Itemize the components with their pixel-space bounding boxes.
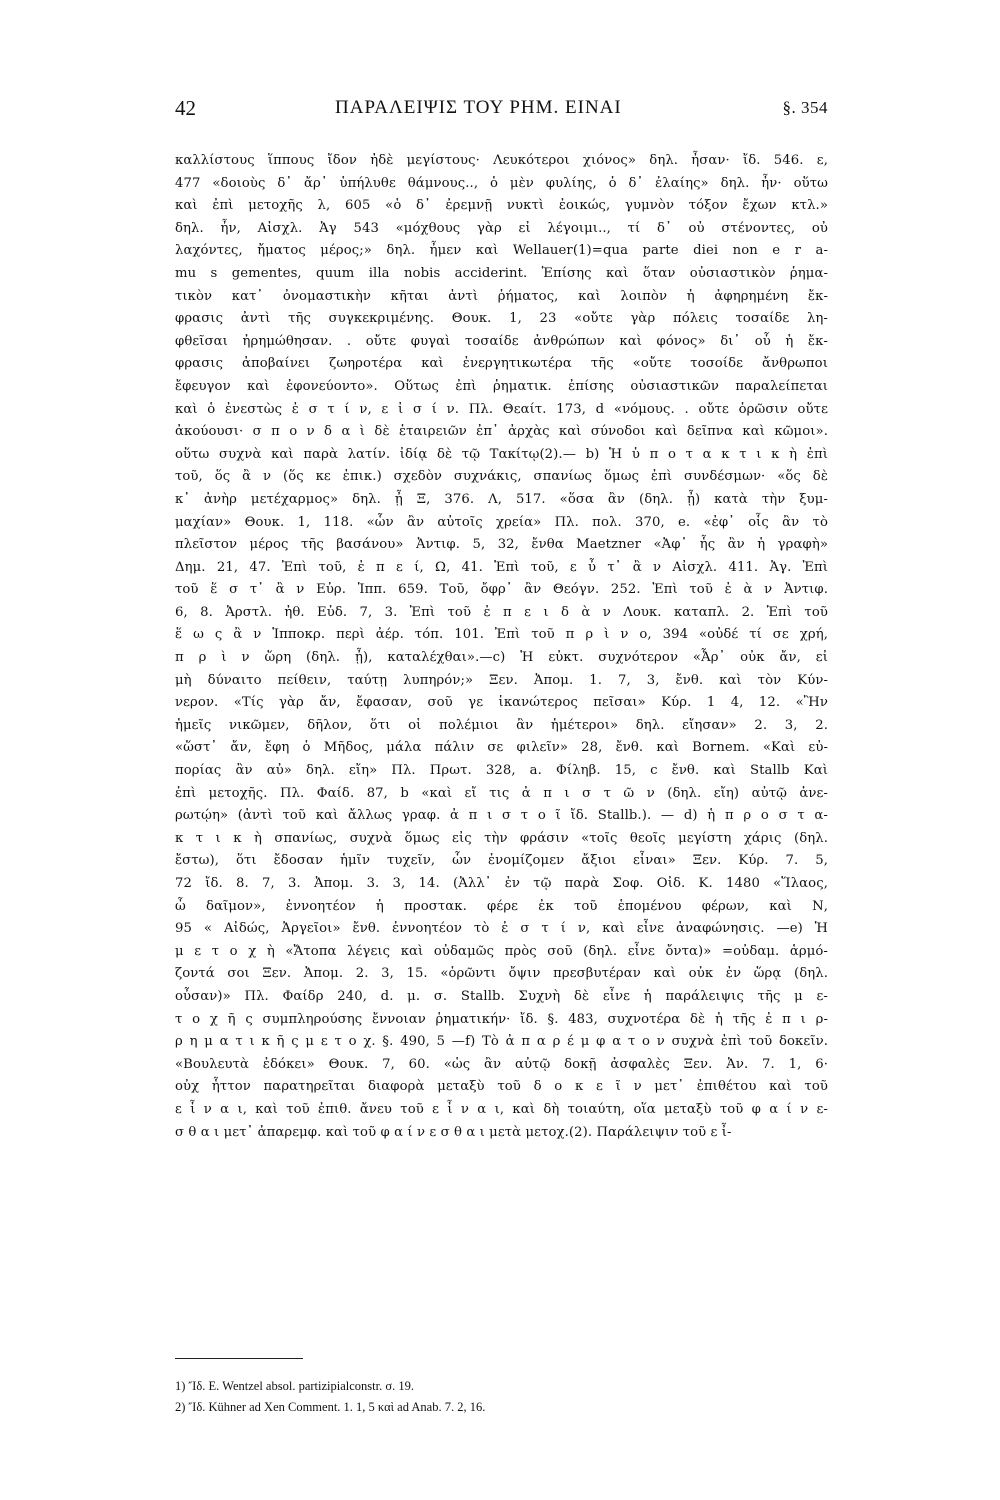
text-line: 477 «δοιοὺς δ᾽ ἄρ᾽ ὑπήλυθε θάμνους.., ὁ μὲν φυλίης, ὁ δ᾽ ἐλαίης» δηλ. ἦν· οὕτω (175, 175, 828, 191)
text-line: φρασις ἀντὶ τῆς συγκεκριμένης. Θουκ. 1, 23 «οὔτε γὰρ πόλεις τοσαίδε λη- (175, 311, 828, 327)
page-number: 42 (175, 96, 196, 120)
text-line: καὶ ὁ ἐνεστὼς ἐ σ τ ί ν, ε ἰ σ ί ν. Πλ. Θεαίτ. 173, d «νόμους. . οὔτε ὁρῶσιν οὔτε (175, 401, 828, 417)
text-line: δηλ. ἦν, Αἰσχλ. Ἀγ 543 «μόχθους γὰρ εἰ λέγοιμι.., τί δ᾽ οὐ στένοντες, οὐ (175, 220, 828, 236)
text-line: 6, 8. Ἀρστλ. ἠθ. Εὐδ. 7, 3. Ἐπὶ τοῦ ἐ π ε ι δ ὰ ν Λουκ. καταπλ. 2. Ἐπὶ τοῦ (175, 604, 828, 620)
text-line: ε ἶ ν α ι, καὶ τοῦ ἐπιθ. ἄνευ τοῦ ε ἶ ν α ι, καὶ δὴ τοιαύτη, οἵα μεταξὺ τοῦ φ α ί ν ε- (175, 1101, 828, 1117)
text-line: ὦ δαῖμον», ἐννοητέον ἡ προστακ. φέρε ἐκ τοῦ ἑπομένου φέρων, καὶ Ν, (175, 898, 828, 914)
text-line: φθεῖσαι ἠρημώθησαν. . οὔτε φυγαὶ τοσαίδε ἀνθρώπων καὶ φόνος» δι᾽ οὗ ἡ ἔκ- (175, 333, 828, 349)
text-line: φρασις ἀποβαίνει ζωηροτέρα καὶ ἐνεργητικωτέρα τῆς «οὔτε τοσοίδε ἄνθρωποι (175, 356, 828, 372)
text-line: τοῦ, ὅς ἂ ν (ὅς κε ἐπικ.) σχεδὸν συχνάκις, σπανίως ὅμως ἐπὶ συνδέσμων· «ὅς δὲ (175, 469, 828, 485)
text-line: νερον. «Τίς γὰρ ἄν, ἔφασαν, σοῦ γε ἱκανώτερος πεῖσαι» Κύρ. 1 4, 12. «Ἢν (175, 695, 828, 711)
text-line: κ᾽ ἀνὴρ μετέχαρμος» δηλ. ᾖ Ξ, 376. Λ, 517. «ὅσα ἂν (δηλ. ᾖ) κατὰ τὴν ξυμ- (175, 491, 828, 507)
running-head (175, 96, 828, 130)
text-line: mu s gementes, quum illa nobis acciderint. Ἐπίσης καὶ ὅταν οὐσιαστικὸν ῥημα- (175, 265, 828, 281)
text-line: ρ η μ α τ ι κ ῆ ς μ ε τ ο χ. §. 490, 5 —f) Τὸ ἀ π α ρ έ μ φ α τ ο ν συχνὰ ἐπὶ τοῦ δοκεῖν. (175, 1034, 828, 1050)
text-line: οὖσαν)» Πλ. Φαίδρ 240, d. μ. σ. Stallb. Συχνὴ δὲ εἶνε ἡ παράλειψις τῆς μ ε- (175, 988, 828, 1004)
text-line: τ ο χ ῆ ς συμπληρούσης ἔννοιαν ῥηματικήν· ἴδ. §. 483, συχνοτέρα δὲ ἡ τῆς ἐ π ι ρ- (175, 1011, 828, 1027)
text-line: κ τ ι κ ὴ σπανίως, συχνὰ ὅμως εἰς τὴν φράσιν «τοῖς θεοῖς μεγίστη χάρις (δηλ. (175, 830, 828, 846)
running-title: ΠΑΡΑΛΕΙΨΙΣ ΤΟΥ ΡΗΜ. ΕΙΝΑΙ (335, 97, 622, 118)
footnotes (175, 1376, 828, 1418)
text-line: 72 ἴδ. 8. 7, 3. Ἀπομ. 3. 3, 14. (Ἀλλ᾽ ἐν τῷ παρὰ Σοφ. Οἰδ. Κ. 1480 «Ἵλαος, (175, 876, 828, 891)
text-line: λαχόντες, ἤματος μέρος;» δηλ. ἦμεν καὶ Wellauer(1)=qua parte diei non e r a- (175, 243, 828, 259)
text-line: μαχίαν» Θουκ. 1, 118. «ὧν ἂν αὐτοῖς χρεία» Πλ. πολ. 370, e. «ἐφ᾽ οἷς ἂν τὸ (175, 514, 828, 530)
text-line: ἔφευγον καὶ ἐφονεύοντο». Οὕτως ἐπὶ ῥηματικ. ἐπίσης οὐσιαστικῶν παραλείπεται (175, 378, 828, 394)
text-line: ἀκούουσι· σ π ο ν δ α ὶ δὲ ἑταιρειῶν ἐπ᾽ ἀρχὰς καὶ σύνοδοι καὶ δεῖπνα καὶ κῶμοι». (175, 424, 828, 440)
body-text (175, 150, 828, 1144)
text-line: πλεῖστον μέρος τῆς βασάνου» Ἀντιφ. 5, 32, ἔνθα Maetzner «Ἀφ᾽ ἧς ἂν ἡ γραφὴ» (175, 537, 828, 553)
text-line: οὕτω συχνὰ καὶ παρὰ λατίν. ἰδίᾳ δὲ τῷ Τακίτῳ(2).— b) Ἡ ὑ π ο τ α κ τ ι κ ὴ ἐπὶ (175, 446, 828, 462)
text-line: καλλίστους ἵππους ἴδον ἠδὲ μεγίστους· Λευκότεροι χιόνος» δηλ. ἦσαν· ἴδ. 546. ε, (175, 153, 828, 168)
footnote-1: 1) Ἴδ. E. Wentzel absol. partizipialconstr. σ. 19. (175, 1379, 414, 1393)
text-line: τικὸν κατ᾽ ὀνομαστικὴν κῆται ἀντὶ ῥήματος, καὶ λοιπὸν ἡ ἀφηρημένη ἔκ- (175, 288, 828, 304)
text-line: «ὥστ᾽ ἄν, ἔφη ὁ Μῆδος, μάλα πάλιν σε φιλεῖν» 28, ἔνθ. καὶ Bornem. «Καὶ εὐ- (175, 740, 828, 756)
text-line: τοῦ ἕ σ τ᾽ ἂ ν Εὐρ. Ἱππ. 659. Τοῦ, ὄφρ᾽ ἂν Θεόγν. 252. Ἐπὶ τοῦ ἐ ὰ ν Ἀντιφ. (175, 582, 828, 598)
text-line: ἕ ω ς ἂ ν Ἱπποκρ. περὶ ἀέρ. τόπ. 101. Ἐπὶ τοῦ π ρ ὶ ν ο, 394 «οὐδέ τί σε χρή, (175, 627, 828, 643)
text-line: ἡμεῖς νικῶμεν, δῆλον, ὅτι οἱ πολέμιοι ἂν ἡμέτεροι» δηλ. εἴησαν» 2. 3, 2. (175, 717, 828, 733)
text-line: 95 « Αἰδώς, Ἀργεῖοι» ἔνθ. ἐννοητέον τὸ ἐ σ τ ί ν, καὶ εἶνε ἀναφώνησις. —e) Ἡ (175, 921, 828, 937)
text-line: Δημ. 21, 47. Ἐπὶ τοῦ, ἐ π ε ί, Ω, 41. Ἐπὶ τοῦ, ε ὖ τ᾽ ἂ ν Αἰσχλ. 411. Ἀγ. Ἐπὶ (175, 559, 828, 575)
text-line: καὶ ἐπὶ μετοχῆς λ, 605 «ὁ δ᾽ ἐρεμνῇ νυκτὶ ἐοικώς, γυμνὸν τόξον ἔχων κτλ.» (175, 198, 828, 214)
text-line: οὐχ ἧττον παρατηρεῖται διαφορὰ μεταξὺ τοῦ δ ο κ ε ῖ ν μετ᾽ ἐπιθέτου καὶ τοῦ (175, 1079, 828, 1095)
text-line: ἔστω), ὅτι ἔδοσαν ἡμῖν τυχεῖν, ὧν ἐνομίζομεν ἄξιοι εἶναι» Ξεν. Κύρ. 7. 5, (175, 853, 828, 869)
text-line: σ θ α ι μετ᾽ ἀπαρεμφ. καὶ τοῦ φ α ί ν ε σ θ α ι μετὰ μετοχ.(2). Παράλειψιν τοῦ ε ἶ- (175, 1124, 732, 1140)
text-line: ζοντά σοι Ξεν. Ἀπομ. 2. 3, 15. «ὁρῶντι ὄψιν πρεσβυτέραν καὶ οὐκ ἐν ὥρᾳ (δηλ. (175, 966, 828, 982)
text-line: μ ε τ ο χ ὴ «Ἄτοπα λέγεις καὶ οὐδαμῶς πρὸς σοῦ (δηλ. εἶνε ὄντα)» =οὐδαμ. ἁρμό- (175, 943, 828, 959)
text-line: «Βουλευτὰ ἐδόκει» Θουκ. 7, 60. «ὡς ἂν αὐτῷ δοκῇ ἀσφαλὲς Ξεν. Ἀν. 7. 1, 6· (175, 1056, 828, 1072)
text-line: πορίας ἂν αὐ» δηλ. εἴη» Πλ. Πρωτ. 328, a. Φίληβ. 15, c ἔνθ. καὶ Stallb Καὶ (175, 763, 828, 779)
section-reference: §. 354 (782, 98, 828, 117)
text-line: π ρ ὶ ν ὥρη (δηλ. ᾖ), καταλέχθαι».—c) Ἡ εὐκτ. συχνότερον «Ἆρ᾽ οὐκ ἄν, εἰ (175, 650, 828, 666)
text-line: ἐπὶ μετοχῆς. Πλ. Φαίδ. 87, b «καὶ εἴ τις ἀ π ι σ τ ῶ ν (δηλ. εἴη) αὐτῷ ἀνε- (175, 785, 828, 801)
footnote-rule (175, 1358, 303, 1359)
text-line: ρωτῴη» (ἀντὶ τοῦ καὶ ἄλλως γραφ. ἀ π ι σ τ ο ῖ ἴδ. Stallb.). — d) ἡ π ρ ο σ τ α- (175, 808, 828, 824)
text-line: μὴ δύναιτο πείθειν, ταύτῃ λυπηρόν;» Ξεν. Ἀπομ. 1. 7, 3, ἔνθ. καὶ τὸν Κύν- (175, 672, 828, 688)
footnote-2: 2) Ἴδ. Kühner ad Xen Comment. 1. 1, 5 καὶ ad Anab. 7. 2, 16. (175, 1400, 486, 1414)
